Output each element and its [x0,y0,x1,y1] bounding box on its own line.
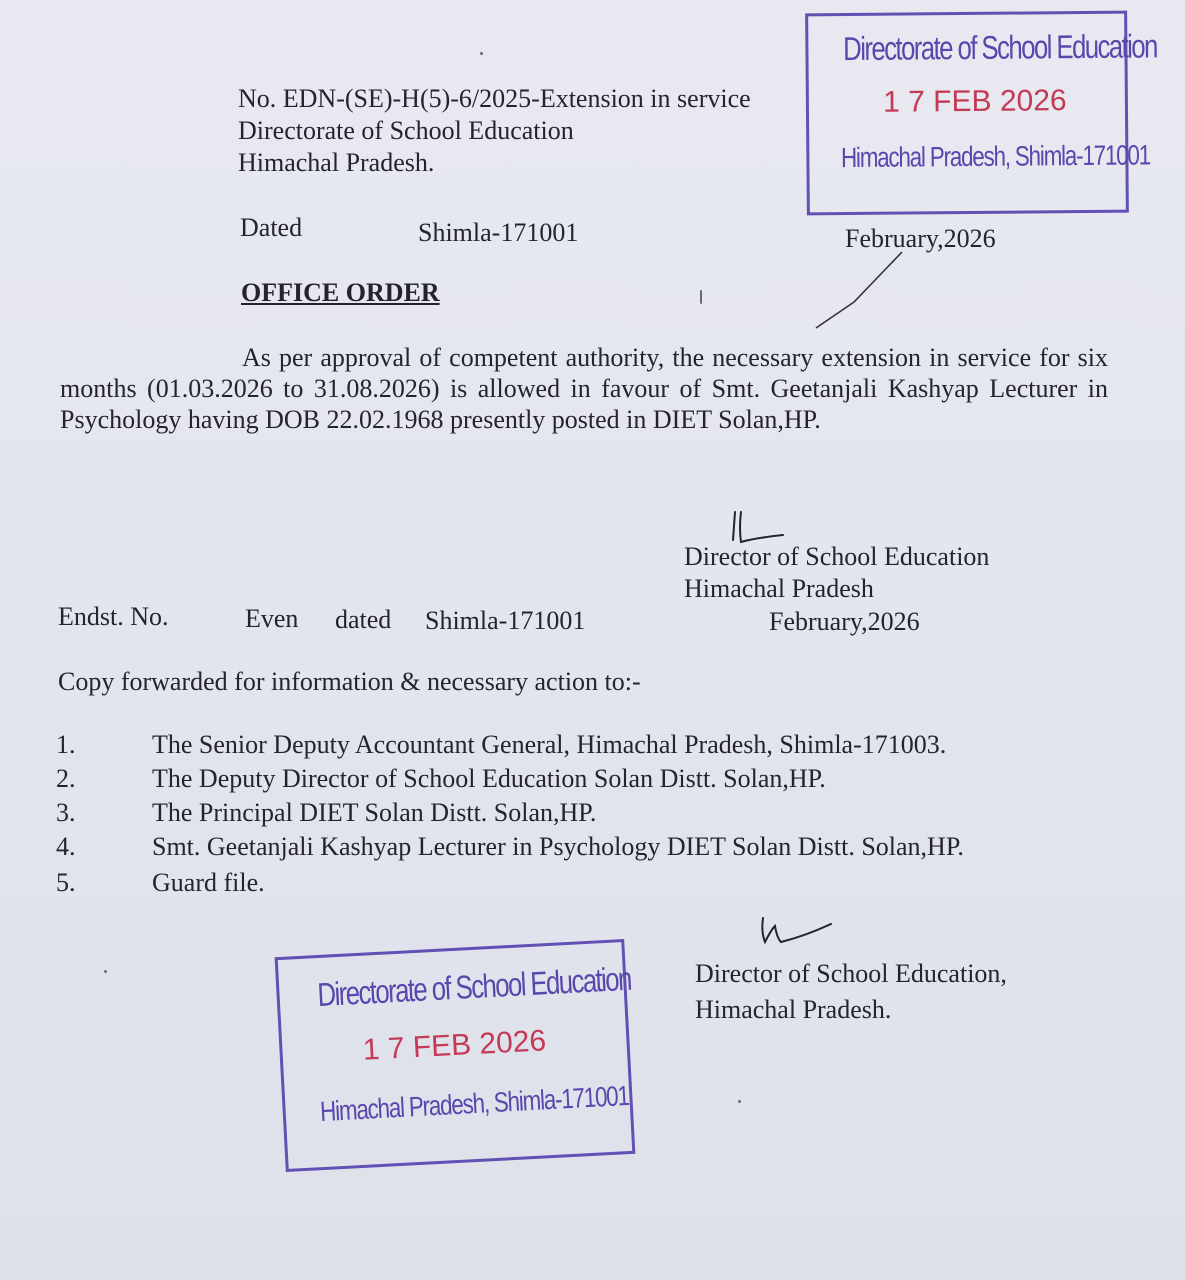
stamp-bottom-org: Directorate of School Education [316,959,632,1014]
signature-2 [755,912,840,952]
list-number: 5. [56,868,76,897]
order-body: As per approval of competent authority, the necessary extension in service for six months (01.03.2026 to 31.08.2026) is allowed in favour of Smt. Geetanjali Kashyap Lecturer in Psychology having DOB 22.02.1968 presently posted in DIET Solan,HP. [60,343,1108,434]
endorsement-place: Shimla-171001 [425,606,586,635]
list-number: 3. [56,798,76,827]
office-order-title: OFFICE ORDER [241,278,440,307]
endorsement-even: Even [245,604,299,633]
stamp-top-date: 1 7 FEB 2026 [883,84,1067,119]
dated-place: Shimla-171001 [418,218,579,247]
stamp-top [805,11,1157,216]
paper-speck [104,970,107,973]
signatory-2-title: Director of School Education, [695,959,1007,988]
list-item [56,730,946,760]
list-text: Smt. Geetanjali Kashyap Lecturer in Psychology DIET Solan Distt. Solan,HP. [152,832,964,861]
list-text: The Principal DIET Solan Distt. Solan,HP. [152,798,597,827]
office-name: Directorate of School Education [238,116,574,145]
list-item [56,798,596,828]
signatory-2-state: Himachal Pradesh. [695,995,892,1024]
office-state: Himachal Pradesh. [238,148,435,177]
stamp-bottom [275,939,636,1172]
letter-number: No. EDN-(SE)-H(5)-6/2025-Extension in service [238,84,751,113]
list-number: 4. [56,832,76,861]
stamp-bottom-date: 1 7 FEB 2026 [362,1024,547,1067]
list-text: Guard file. [152,868,265,897]
list-number: 2. [56,764,76,793]
pen-stroke [790,240,910,340]
list-text: The Deputy Director of School Education Solan Distt. Solan,HP. [152,764,826,793]
dated-label: Dated [240,213,303,242]
endorsement-dated: dated [335,605,392,634]
list-item [56,868,265,898]
paper-speck [738,1100,741,1103]
list-item [56,764,826,794]
list-text: The Senior Deputy Accountant General, Himachal Pradesh, Shimla-171003. [152,730,947,759]
paper-speck [480,52,483,55]
stamp-bottom-place: Himachal Pradesh, Shimla-171001 [319,1079,630,1128]
stamp-top-org: Directorate of School Education [843,27,1157,68]
paper-speck [700,290,702,304]
endorsement-label: Endst. No. [58,602,169,631]
list-item [56,832,964,862]
list-number: 1. [56,730,76,759]
copy-forwarded-line: Copy forwarded for information & necessary action to:- [58,667,641,696]
signatory-1-title: Director of School Education [684,542,990,571]
signatory-1-state: Himachal Pradesh [684,574,874,603]
stamp-top-place: Himachal Pradesh, Shimla-171001 [840,139,1151,174]
dated-month: February,2026 [845,224,996,253]
endorsement-month: February,2026 [769,607,920,636]
